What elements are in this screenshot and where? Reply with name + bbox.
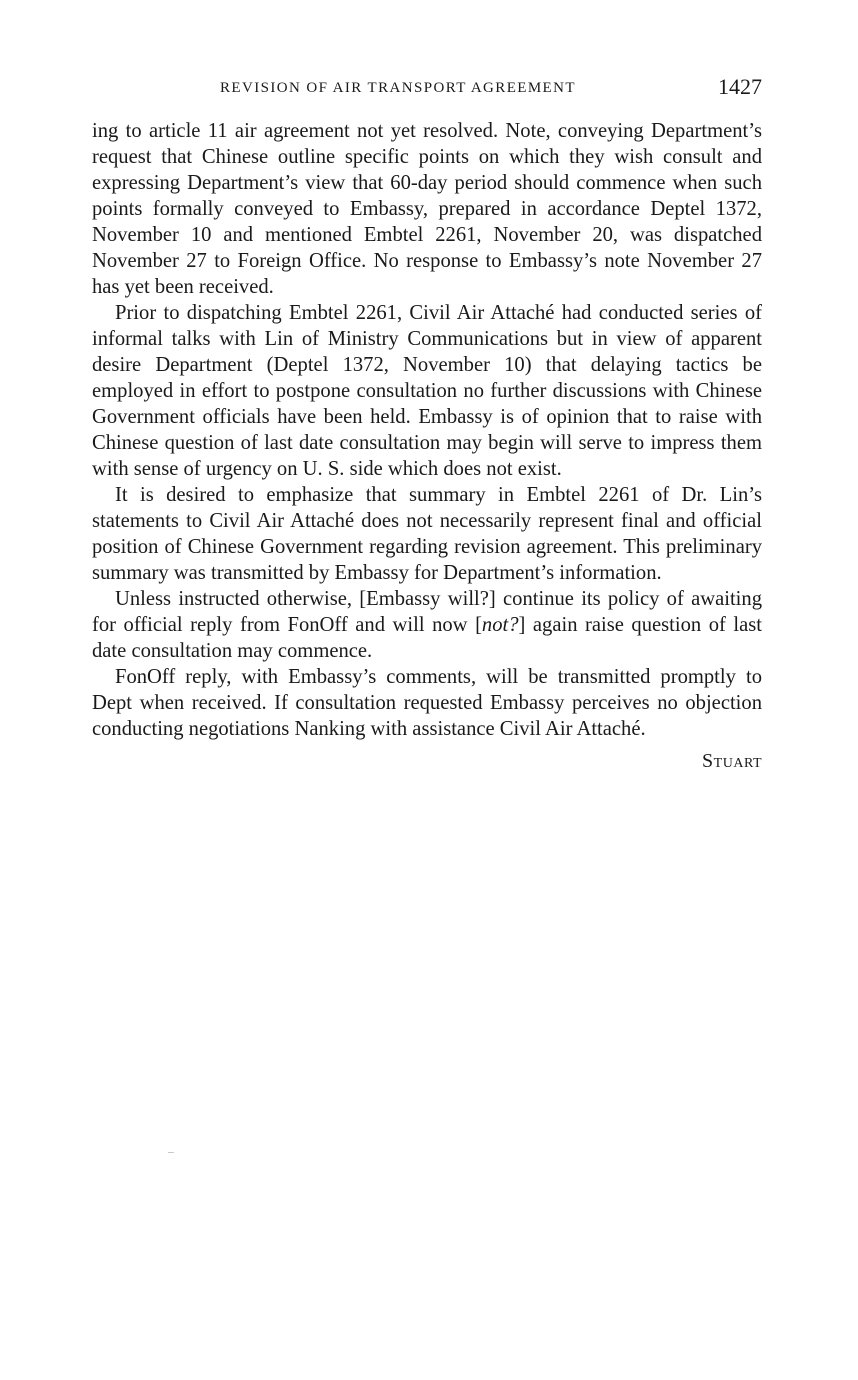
body-text	[92, 118, 762, 774]
page-number: 1427	[718, 74, 762, 99]
paragraph-prior-to-dispatching: Prior to dispatching Embtel 2261, Civil Air Attaché had conducted series of informal talks with Lin of Ministry Communications but in view of apparent desire Department (Deptel 1372, November 10) that delaying tactics be employed in effort to postpone consultation no further discussions with Chinese Government officials have been held. Embassy is of opinion that to raise with Chinese question of last date consultation may begin will serve to impress them with sense of urgency on U. S. side which does not exist.	[92, 302, 762, 480]
running-title: REVISION OF AIR TRANSPORT AGREEMENT	[220, 80, 576, 96]
running-head	[92, 74, 762, 104]
signature-stuart: Stuart	[702, 750, 762, 772]
paragraph-desired-to-emphasize: It is desired to emphasize that summary in Embtel 2261 of Dr. Lin’s statements to Civil Air Attaché does not necessarily represent final and official position of Chinese Government regarding revision agreement. This preliminary summary was transmitted by Embassy for Department’s information.	[92, 484, 762, 584]
paragraph-unless-instructed	[92, 586, 762, 664]
paragraph-unless-instructed-text-a: Unless instructed otherwise, [Embassy will?] continue its policy of awaiting for official reply from FonOff and will now [	[92, 588, 762, 636]
paragraph-continuation: ing to article 11 air agreement not yet resolved. Note, conveying Department’s request that Chinese outline specific points on which they wish consult and expressing Department’s view that 60-day period should commence when such points formally conveyed to Embassy, prepared in accordance Deptel 1372, November 10 and mentioned Embtel 2261, November 20, was dispatched November 27 to Foreign Office. No response to Embassy’s note November 27 has yet been received.	[92, 120, 762, 298]
editorial-query-not: not?	[481, 614, 519, 636]
paragraph-unless-instructed-text-b: ] again raise question of last date consultation may commence.	[92, 614, 762, 662]
paragraph-fonoff-reply: FonOff reply, with Embassy’s comments, will be transmitted promptly to Dept when received. If consultation requested Embassy perceives no objection conducting negotiations Nanking with assistance Civil Air Attaché.	[92, 666, 762, 740]
scan-speck	[168, 1152, 174, 1153]
